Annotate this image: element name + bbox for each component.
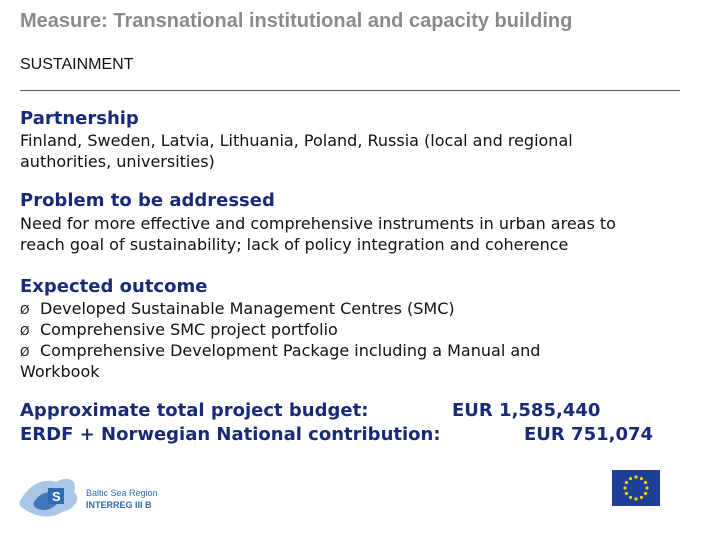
phase-label: SUSTAINMENT xyxy=(20,56,134,73)
eu-flag-field xyxy=(612,470,660,506)
partnership-line: authorities, universities) xyxy=(20,152,215,171)
eu-flag-icon xyxy=(612,470,660,506)
problem-heading: Problem to be addressed xyxy=(20,190,275,211)
problem-line: Need for more effective and comprehensive instruments in urban areas to xyxy=(20,214,616,233)
outcome-item-text: Developed Sustainable Management Centres (SMC) xyxy=(40,299,455,318)
budget-total-value: EUR 1,585,440 xyxy=(452,400,601,421)
logo-s-glyph: S xyxy=(52,489,61,504)
problem-line: reach goal of sustainability; lack of policy integration and coherence xyxy=(20,235,569,254)
eu-star xyxy=(634,497,637,500)
eu-star xyxy=(625,481,628,484)
outcome-item-continuation: Workbook xyxy=(20,362,100,381)
eu-star xyxy=(625,492,628,495)
eu-star xyxy=(640,496,643,499)
page-title: Measure: Transnational institutional and capacity building xyxy=(20,10,573,32)
outcome-item-text: Comprehensive Development Package including a Manual and xyxy=(40,341,541,360)
logo-line2: INTERREG III B xyxy=(86,500,152,510)
arrow-bullet-icon: Ø xyxy=(20,303,30,317)
logo-line1: Baltic Sea Region xyxy=(86,488,158,498)
arrow-bullet-icon: Ø xyxy=(20,345,30,359)
eu-star xyxy=(623,486,626,489)
budget-total-label: Approximate total project budget: xyxy=(20,400,369,421)
budget-erdf-label: ERDF + Norwegian National contribution: xyxy=(20,424,441,445)
eu-star xyxy=(629,496,632,499)
title-divider xyxy=(20,90,680,91)
arrow-bullet-icon: Ø xyxy=(20,324,30,338)
budget-erdf-value: EUR 751,074 xyxy=(524,424,654,445)
eu-star xyxy=(645,486,648,489)
eu-star xyxy=(629,477,632,480)
outcome-heading: Expected outcome xyxy=(20,276,208,297)
outcome-item xyxy=(20,319,338,342)
outcome-item xyxy=(20,340,540,363)
partnership-line: Finland, Sweden, Latvia, Lithuania, Poland, Russia (local and regional xyxy=(20,131,573,150)
eu-star xyxy=(644,481,647,484)
outcome-item xyxy=(20,298,455,321)
eu-star xyxy=(640,477,643,480)
baltic-sea-region-logo xyxy=(16,468,176,524)
eu-star xyxy=(634,475,637,478)
outcome-item-text: Comprehensive SMC project portfolio xyxy=(40,320,338,339)
eu-star xyxy=(644,492,647,495)
partnership-heading: Partnership xyxy=(20,108,139,129)
